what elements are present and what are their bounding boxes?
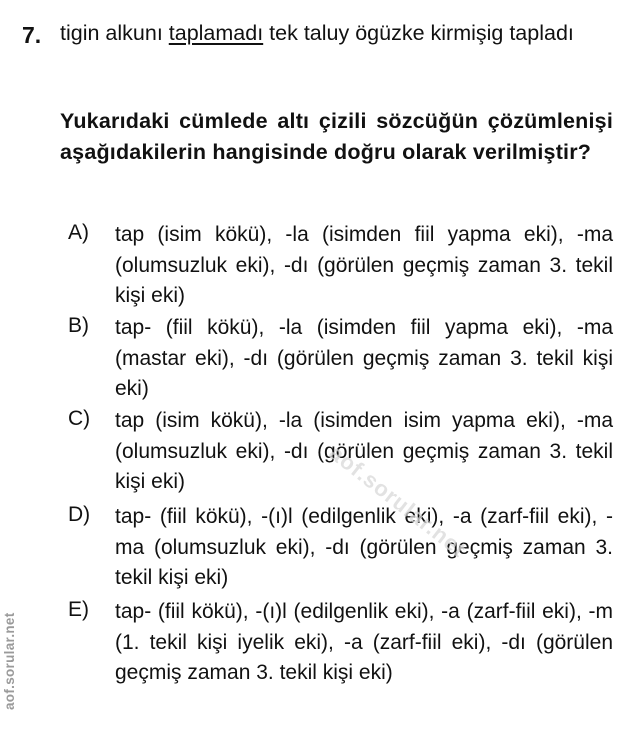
option-text: tap (isim kökü), -la (isimden isim yapma eki), -ma (olumsuzluk eki), -dı (görülen geçmiş zaman 3. tekil kişi eki) — [115, 409, 613, 493]
stem-text-after: tek taluy ögüzke kirmişig tapladı — [263, 21, 574, 45]
option-label: A) — [68, 221, 89, 244]
option-b[interactable] — [68, 313, 613, 405]
stem-text-before: tigin alkunı — [60, 21, 169, 45]
option-label: D) — [68, 503, 91, 526]
question-stem — [60, 18, 613, 49]
option-label: C) — [68, 407, 91, 430]
option-text: tap- (fiil kökü), -(ı)l (edilgenlik eki), -a (zarf-fiil eki), -ma (olumsuzluk eki), -dı (görülen geçmiş zaman 3. tekil kişi eki) — [115, 505, 613, 589]
question-number: 7. — [22, 22, 42, 48]
question-prompt: Yukarıdaki cümlede altı çizili sözcüğün çözümlenişi aşağıdakilerin hangisinde doğru olarak verilmiştir? — [60, 109, 613, 164]
option-c[interactable] — [68, 406, 613, 498]
option-d[interactable] — [68, 502, 613, 594]
center-watermark: aof.sorular.net — [324, 440, 472, 563]
side-watermark: aof.sorular.net — [2, 612, 17, 710]
option-e[interactable] — [68, 597, 613, 689]
option-label: E) — [68, 598, 89, 621]
option-a[interactable] — [68, 220, 613, 312]
option-label: B) — [68, 314, 89, 337]
stem-underlined-word: taplamadı — [168, 21, 264, 45]
option-text: tap- (fiil kökü), -(ı)l (edilgenlik eki), -a (zarf-fiil eki), -m (1. tekil kişi iyelik eki), -a (zarf-fiil eki), -dı (görülen geçmiş zaman 3. tekil kişi eki) — [115, 600, 613, 684]
option-text: tap (isim kökü), -la (isimden fiil yapma eki), -ma (olumsuzluk eki), -dı (görülen geçmiş zaman 3. tekil kişi eki) — [115, 223, 613, 307]
option-text: tap- (fiil kökü), -la (isimden fiil yapma eki), -ma (mastar eki), -dı (görülen geçmiş zaman 3. tekil kişi eki) — [115, 316, 613, 400]
